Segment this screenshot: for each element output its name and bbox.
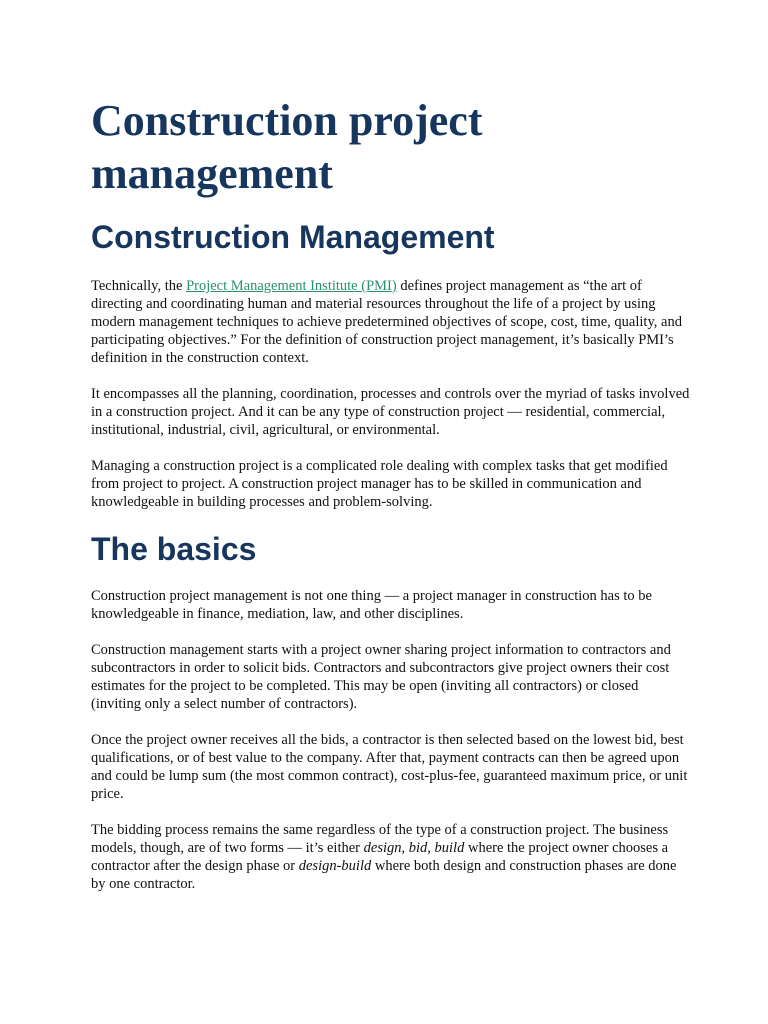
paragraph-text: Technically, the	[91, 278, 187, 294]
emphasis-design-build: design-build	[298, 858, 372, 874]
paragraph-pmi-definition	[91, 277, 691, 367]
paragraph-scope: It encompasses all the planning, coordination, processes and controls over the myriad of tasks involved in a construction project. And it can be any type of construction project — residential, commercial, institutional, industrial, civil, agricultural, or environmental.	[91, 386, 690, 438]
paragraph-role: Managing a construction project is a complicated role dealing with complex tasks that get modified from project to project. A construction project manager has to be skilled in communication and knowledgeable in building processes and problem-solving.	[91, 458, 668, 510]
emphasis-design-bid-build: design, bid, build	[363, 840, 465, 856]
paragraph-bidding-start: Construction management starts with a project owner sharing project information to contractors and subcontractors in order to solicit bids. Contractors and subcontractors give project owners their cost estimates for the project to be completed. This may be open (inviting all contractors) or closed (inviting only a select number of contractors).	[91, 642, 671, 712]
paragraph-text: The bidding process remains the same regardless of the type of a construction project. The business models, though, are of two forms — it’s either	[91, 822, 669, 856]
paragraph-contractor-selection: Once the project owner receives all the bids, a contractor is then selected based on the lowest bid, best qualifications, or of best value to the company. After that, payment contracts can then be agreed upon and could be lump sum (the most common contract), cost-plus-fee, guaranteed maximum price, or unit price.	[91, 732, 688, 802]
document-page	[91, 94, 691, 911]
pmi-link[interactable]: Project Management Institute (PMI)	[186, 278, 397, 294]
section-heading-basics: The basics	[91, 531, 257, 567]
paragraph-business-models	[91, 821, 691, 893]
section-heading-construction-management: Construction Management	[91, 219, 495, 255]
paragraph-disciplines: Construction project management is not one thing — a project manager in construction has to be knowledgeable in finance, mediation, law, and other disciplines.	[91, 588, 652, 622]
paragraph-text: where the project owner chooses a contractor after the design phase or	[91, 840, 669, 874]
paragraph-text: where both design and construction phases are done by one contractor.	[91, 858, 677, 892]
page-title: Construction project management	[91, 96, 483, 198]
paragraph-text: defines project management as “the art of directing and coordinating human and material resources throughout the life of a project by using modern management techniques to achieve predetermined objectives of scope, cost, time, quality, and participating objectives.” For the definition of construction project management, it’s basically PMI’s definition in the construction context.	[91, 278, 682, 366]
